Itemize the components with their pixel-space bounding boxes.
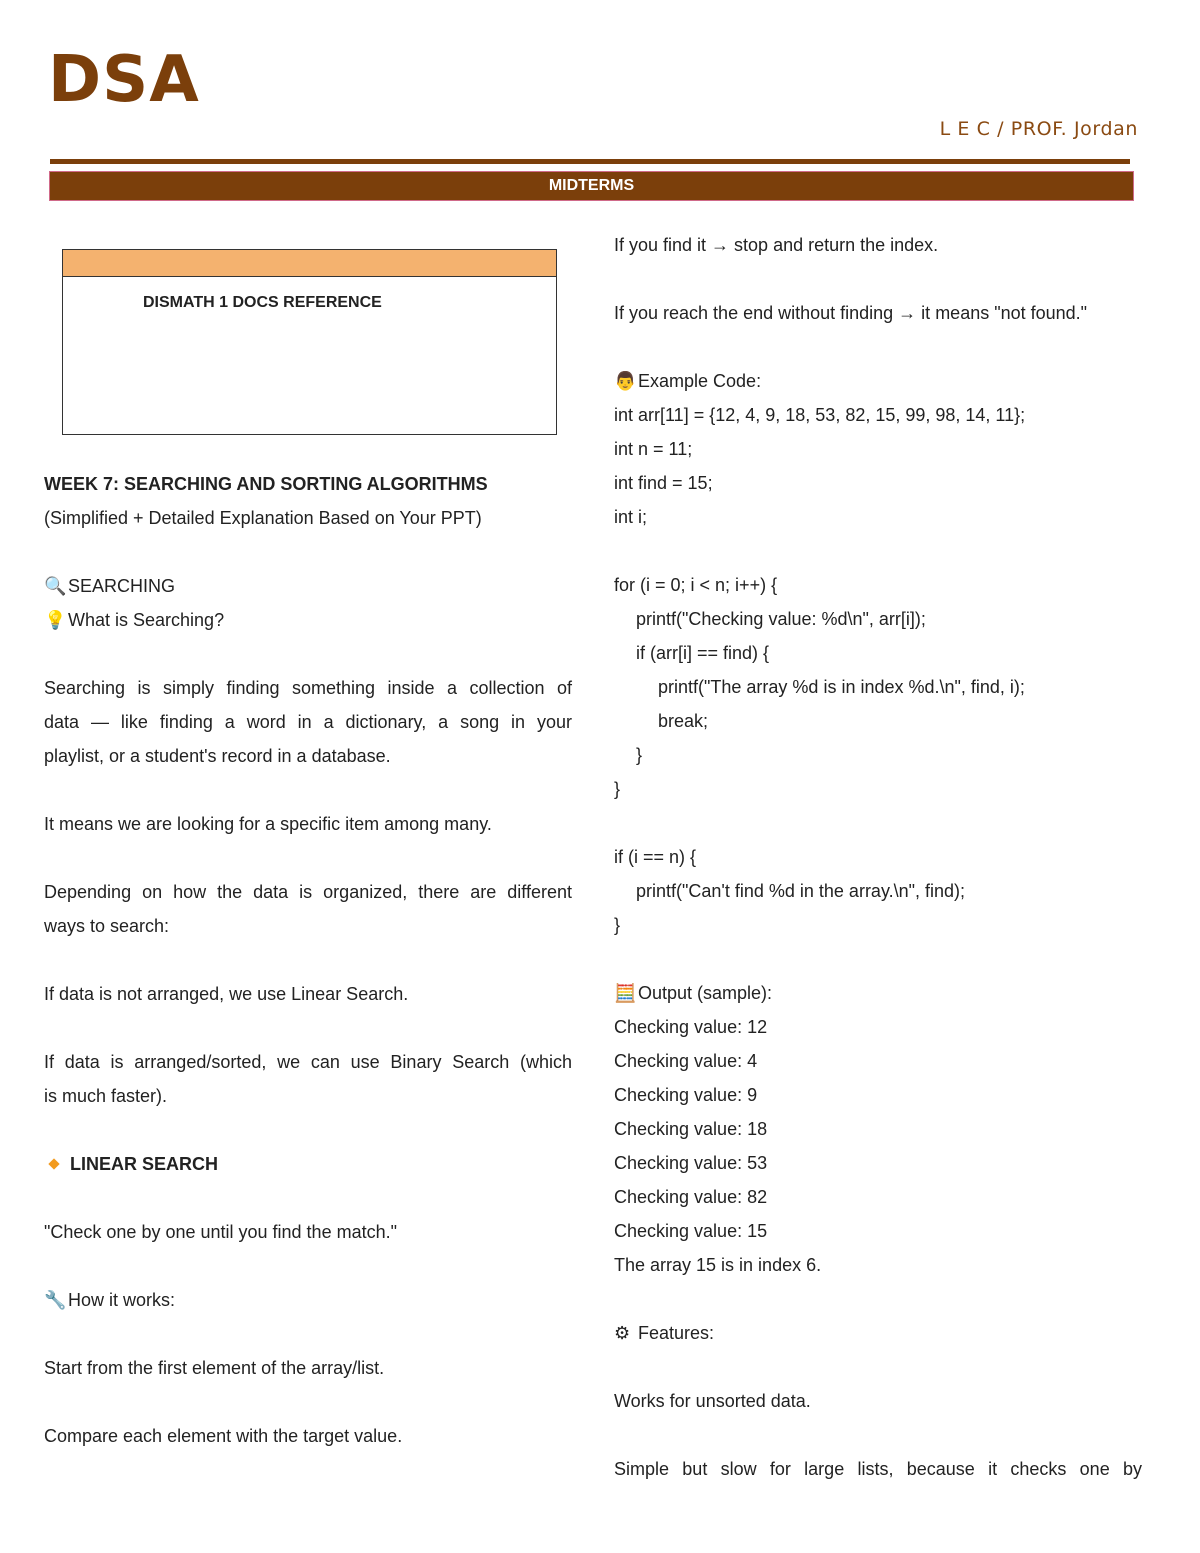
paragraph-line: Start from the first element of the array/list. (44, 1358, 385, 1378)
paragraph-line: is much faster). (44, 1086, 168, 1106)
output-line: Checking value: 4 (614, 1051, 758, 1071)
code-line: int arr[11] = {12, 4, 9, 18, 53, 82, 15, 99, 98, 14, 11}; (614, 405, 1026, 425)
output-line: Checking value: 12 (614, 1017, 768, 1037)
code-line: for (i = 0; i < n; i++) { (614, 575, 778, 595)
output-line: Checking value: 9 (614, 1085, 758, 1105)
orange-diamond-icon (48, 1159, 59, 1170)
output-line: Checking value: 53 (614, 1153, 768, 1173)
paragraph-line: Simple but slow for large lists, because it checks one by (614, 1459, 1142, 1479)
header-divider (50, 159, 1130, 164)
paragraph-line: Compare each element with the target value. (44, 1426, 403, 1446)
doc-title: DSA (48, 43, 200, 117)
paragraph-line: If data is arranged/sorted, we can use Binary Search (which (44, 1052, 572, 1072)
example-code-heading: 👨Example Code: (614, 364, 1142, 398)
linear-search-quote: "Check one by one until you find the match." (44, 1222, 397, 1242)
searching-heading: 🔍SEARCHING (44, 569, 572, 603)
paragraph-line: playlist, or a student's record in a database. (44, 746, 391, 766)
week-title: WEEK 7: SEARCHING AND SORTING ALGORITHMS (44, 474, 488, 494)
code-line: int n = 11; (614, 439, 693, 459)
code-line: printf("The array %d is in index %d.\n", find, i); (658, 677, 1025, 697)
code-line: printf("Can't find %d in the array.\n", find); (636, 881, 966, 901)
code-line: break; (658, 711, 709, 731)
code-line: int find = 15; (614, 473, 713, 493)
week-subtitle: (Simplified + Detailed Explanation Based on Your PPT) (44, 508, 482, 528)
output-heading: 🧮Output (sample): (614, 976, 1142, 1010)
code-line: if (arr[i] == find) { (636, 643, 770, 663)
paragraph-line: It means we are looking for a specific item among many. (44, 814, 492, 834)
what-is-searching-heading: 💡What is Searching? (44, 603, 572, 637)
technologist-icon: 👨 (614, 371, 637, 391)
reference-box-band (63, 250, 556, 277)
code-line: if (i == n) { (614, 847, 697, 867)
code-line: } (614, 779, 621, 799)
code-line: } (614, 915, 621, 935)
abacus-icon: 🧮 (614, 983, 637, 1003)
output-line: Checking value: 18 (614, 1119, 768, 1139)
code-line: printf("Checking value: %d\n", arr[i]); (636, 609, 926, 629)
paragraph-line: ways to search: (44, 916, 170, 936)
code-line: } (636, 745, 643, 765)
gear-icon: ⚙ (614, 1323, 631, 1343)
paragraph-line: If you find it → stop and return the index. (614, 235, 939, 255)
output-line: Checking value: 82 (614, 1187, 768, 1207)
paragraph-line: Works for unsorted data. (614, 1391, 811, 1411)
features-heading: ⚙ Features: (614, 1316, 1142, 1350)
reference-box (62, 249, 557, 435)
how-it-works-heading: 🔧How it works: (44, 1283, 572, 1317)
output-line: Checking value: 15 (614, 1221, 768, 1241)
reference-box-title: DISMATH 1 DOCS REFERENCE (143, 294, 382, 311)
lightbulb-icon: 💡 (44, 610, 67, 630)
lecture-professor-line: L E C / PROF. Jordan (939, 118, 1138, 140)
paragraph-line: data — like finding a word in a dictionary, a song in your (44, 712, 572, 732)
paragraph-line: If you reach the end without finding → it means "not found." (614, 303, 1088, 323)
output-line: The array 15 is in index 6. (614, 1255, 822, 1275)
paragraph-line: Searching is simply finding something inside a collection of (44, 678, 572, 698)
code-line: int i; (614, 507, 648, 527)
linear-search-heading: LINEAR SEARCH (44, 1147, 572, 1181)
paragraph-line: Depending on how the data is organized, there are different (44, 882, 572, 902)
wrench-icon: 🔧 (44, 1290, 67, 1310)
magnifier-icon: 🔍 (44, 576, 67, 596)
right-column (614, 228, 1142, 1486)
left-column (44, 467, 572, 1453)
midterms-banner: MIDTERMS (49, 171, 1134, 201)
paragraph-line: If data is not arranged, we use Linear Search. (44, 984, 409, 1004)
